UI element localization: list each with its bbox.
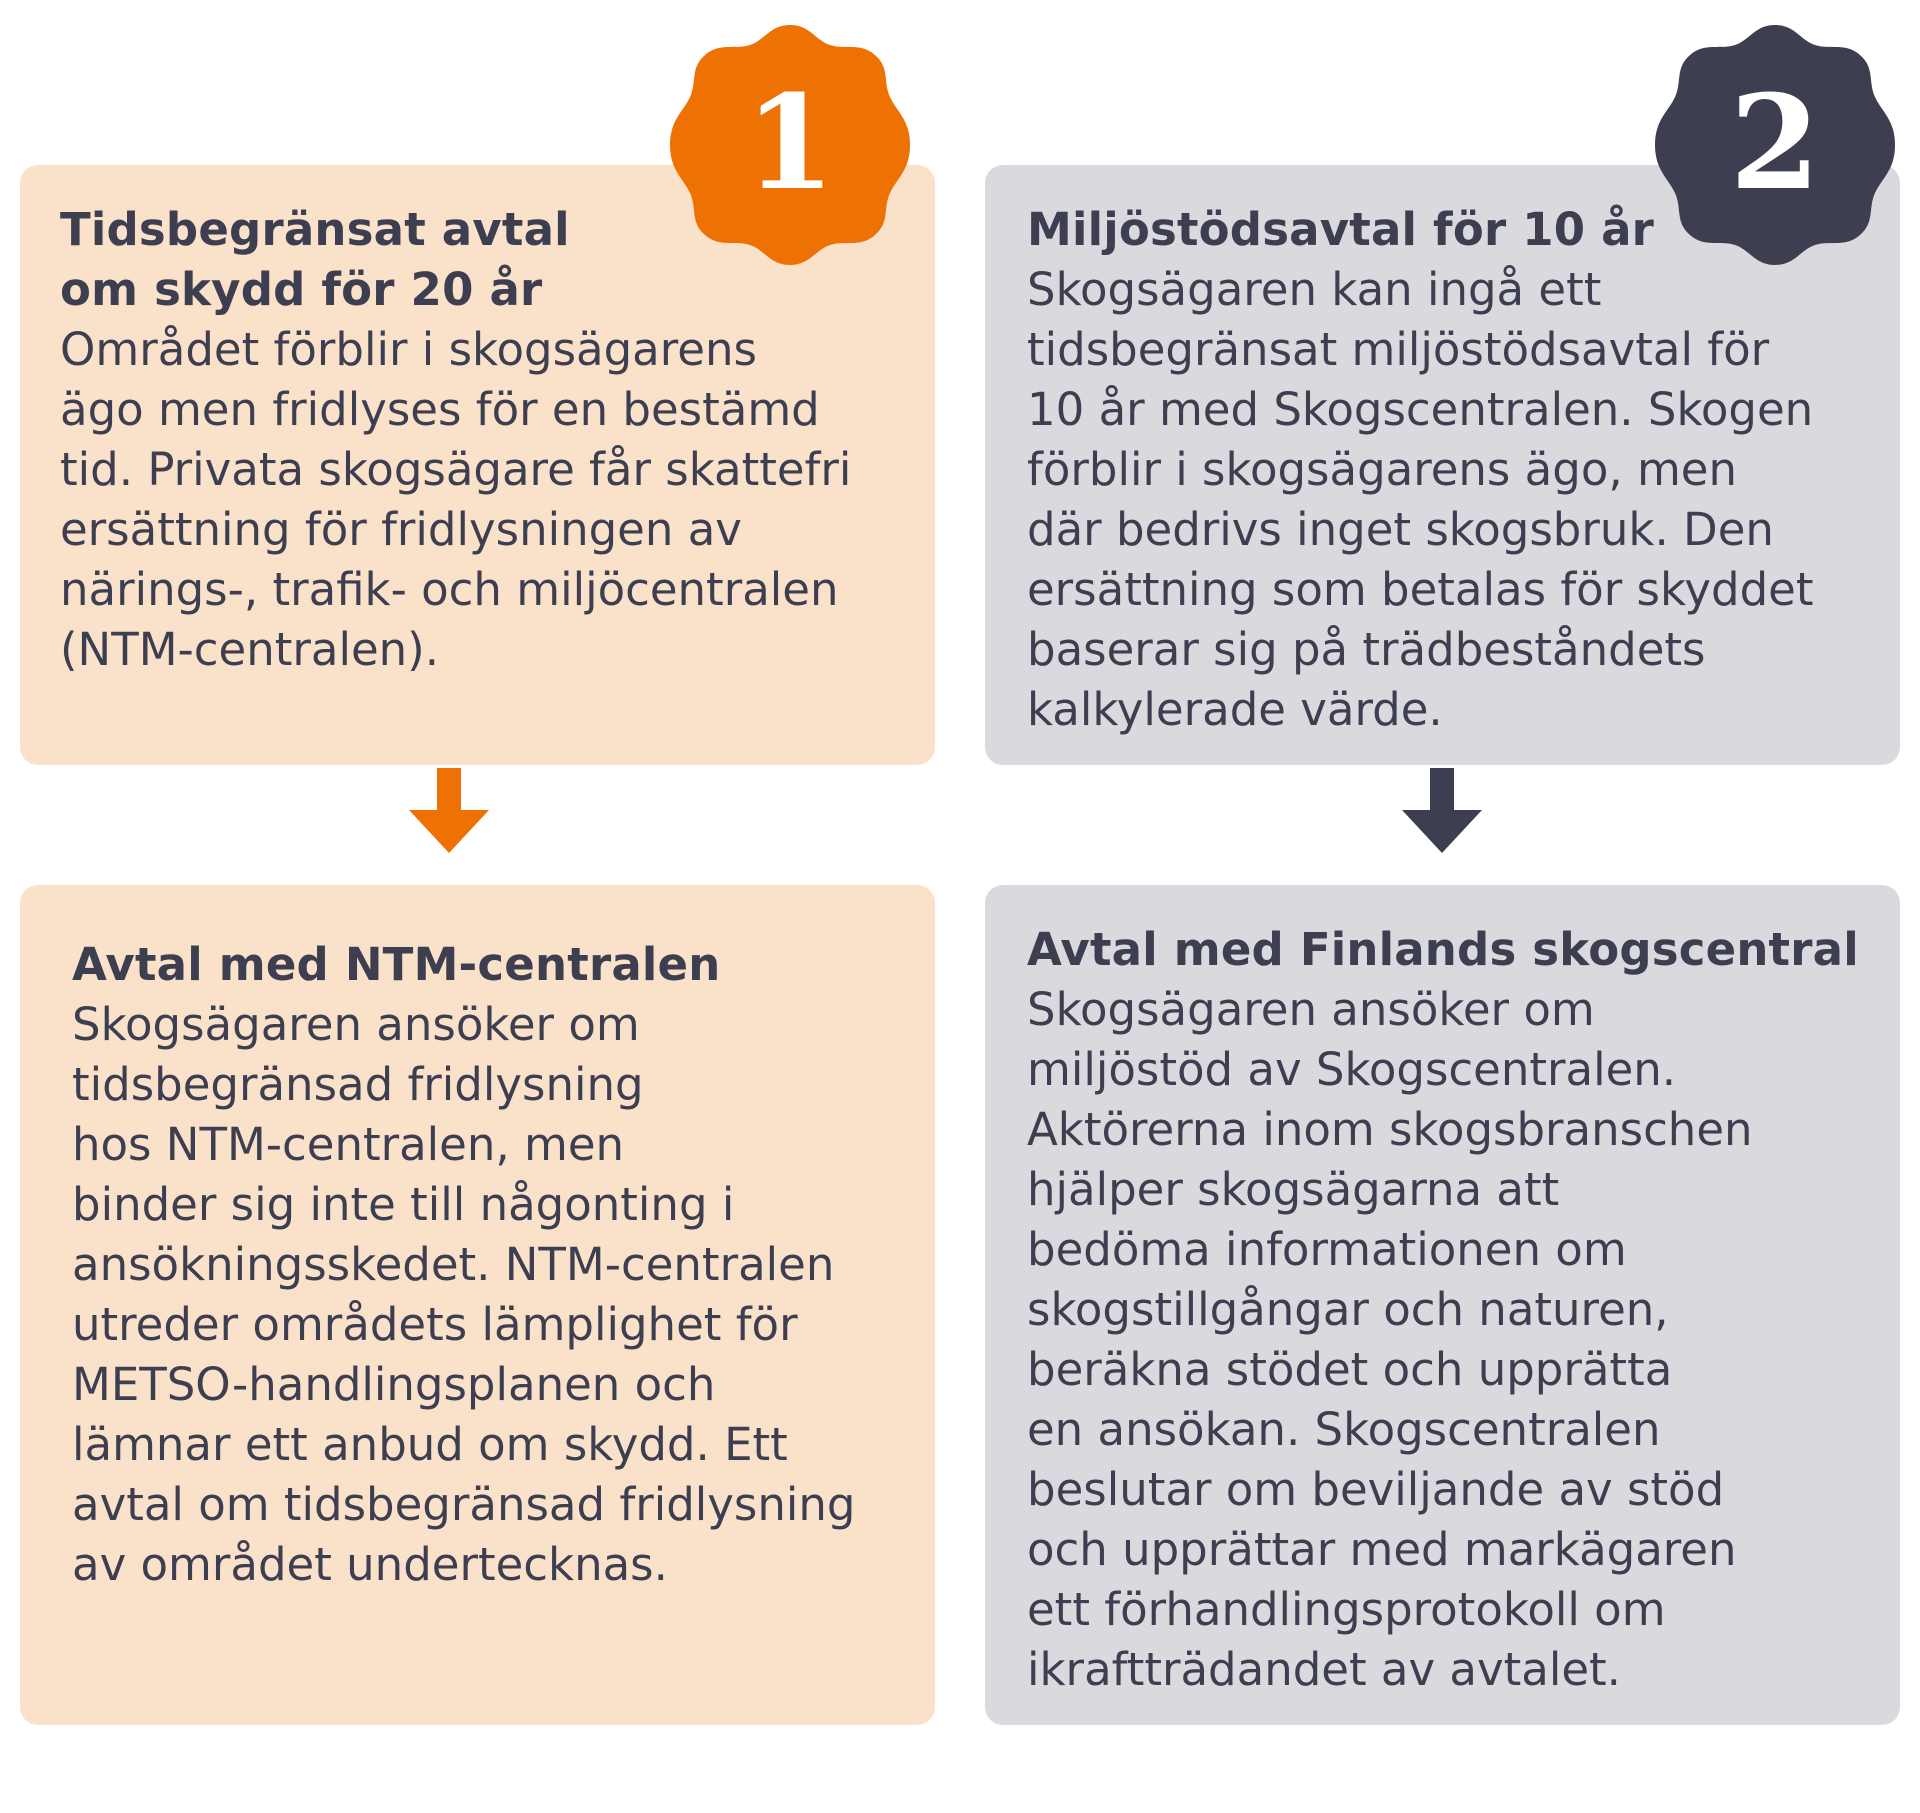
step1-title-line: om skydd för 20 år xyxy=(60,263,543,316)
result1-body xyxy=(72,995,855,1595)
step1-body xyxy=(60,320,851,680)
step2-body-line: kalkylerade värde. xyxy=(1027,683,1443,736)
result1-title-line: Avtal med NTM-centralen xyxy=(72,938,721,991)
step1-body-line: ersättning för fridlysningen av xyxy=(60,503,742,556)
step2-title-line: Miljöstödsavtal för 10 år xyxy=(1027,203,1655,256)
result1-body-line: Skogsägaren ansöker om xyxy=(72,998,640,1051)
result2-body-line: och upprättar med markägaren xyxy=(1027,1523,1737,1576)
result2-body-line: Aktörerna inom skogsbranschen xyxy=(1027,1103,1753,1156)
result1-body-line: tidsbegränsad fridlysning xyxy=(72,1058,644,1111)
result1-title xyxy=(72,935,855,995)
step2-number-badge xyxy=(1650,20,1900,270)
down-arrow-icon xyxy=(404,768,494,858)
result2-body xyxy=(1027,980,1859,1700)
result1-body-line: avtal om tidsbegränsad fridlysning xyxy=(72,1478,856,1531)
result2-body-line: miljöstöd av Skogscentralen. xyxy=(1027,1043,1677,1096)
result2-body-line: ikraftträdandet av avtalet. xyxy=(1027,1643,1621,1696)
step1-title-line: Tidsbegränsat avtal xyxy=(60,203,570,256)
step1-body-line: tid. Privata skogsägare får skattefri xyxy=(60,443,852,496)
result1-body-line: METSO-handlingsplanen och xyxy=(72,1358,716,1411)
step2-number: 2 xyxy=(1729,66,1821,219)
result2-body-line: beslutar om beviljande av stöd xyxy=(1027,1463,1725,1516)
result1-body-line: av området undertecknas. xyxy=(72,1538,668,1591)
result2-title-line: Avtal med Finlands skogscentral xyxy=(1027,923,1859,976)
step1-body-line: ägo men fridlyses för en bestämd xyxy=(60,383,820,436)
step2-body-line: ersättning som betalas för skyddet xyxy=(1027,563,1814,616)
step1-number-badge xyxy=(665,20,915,270)
step2-body xyxy=(1027,260,1814,740)
result1-body-line: utreder områdets lämplighet för xyxy=(72,1298,798,1351)
step1-number: 1 xyxy=(744,66,836,219)
step1-body-line: närings-, trafik- och miljöcentralen xyxy=(60,563,839,616)
result2-body-line: en ansökan. Skogscentralen xyxy=(1027,1403,1661,1456)
step2-body-line: 10 år med Skogscentralen. Skogen xyxy=(1027,383,1814,436)
result2-body-line: skogstillgångar och naturen, xyxy=(1027,1283,1669,1336)
result1-body-line: hos NTM-centralen, men xyxy=(72,1118,625,1171)
result2-body-line: Skogsägaren ansöker om xyxy=(1027,983,1595,1036)
step2-body-line: baserar sig på trädbeståndets xyxy=(1027,623,1706,676)
step2-body-line: där bedrivs inget skogsbruk. Den xyxy=(1027,503,1774,556)
result2-body-line: bedöma informationen om xyxy=(1027,1223,1627,1276)
result2-title xyxy=(1027,920,1859,980)
step2-body-line: förblir i skogsägarens ägo, men xyxy=(1027,443,1738,496)
step1-body-line: Området förblir i skogsägarens xyxy=(60,323,757,376)
result2-body-line: ett förhandlingsprotokoll om xyxy=(1027,1583,1666,1636)
down-arrow-icon xyxy=(1397,768,1487,858)
result2-body-line: beräkna stödet och upprätta xyxy=(1027,1343,1673,1396)
result2-body-line: hjälper skogsägarna att xyxy=(1027,1163,1560,1216)
step2-body-line: tidsbegränsat miljöstödsavtal för xyxy=(1027,323,1770,376)
step2-body-line: Skogsägaren kan ingå ett xyxy=(1027,263,1602,316)
result1-card xyxy=(20,885,935,1725)
result1-body-line: ansökningsskedet. NTM-centralen xyxy=(72,1238,835,1291)
result1-body-line: binder sig inte till någonting i xyxy=(72,1178,735,1231)
result2-card xyxy=(985,885,1900,1725)
result1-body-line: lämnar ett anbud om skydd. Ett xyxy=(72,1418,788,1471)
step1-body-line: (NTM-centralen). xyxy=(60,623,440,676)
